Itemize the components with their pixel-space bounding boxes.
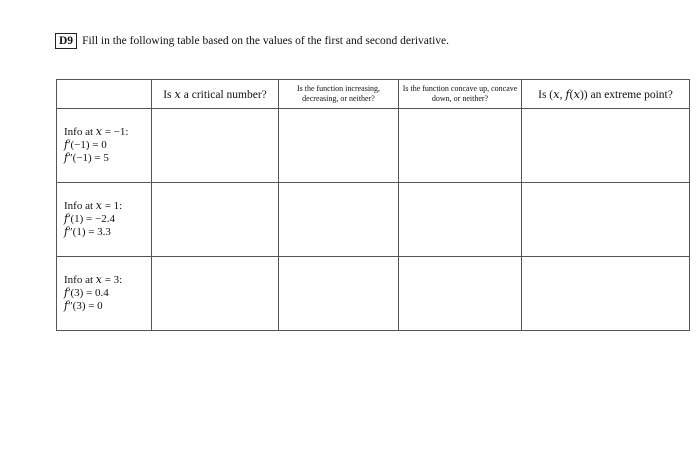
first-derivative-value: 𝑓′(−1) = 0	[64, 139, 107, 151]
info-label: Info at 𝑥 = −1:	[64, 126, 129, 138]
header-blank	[57, 80, 152, 109]
table-row	[57, 183, 690, 257]
problem-tag: D9	[55, 33, 77, 49]
table-row	[57, 109, 690, 183]
answer-cell-extreme[interactable]	[522, 257, 690, 331]
answer-cell-concavity[interactable]	[399, 257, 522, 331]
first-derivative-value: 𝑓′(3) = 0.4	[64, 287, 109, 299]
answer-cell-increasing[interactable]	[279, 257, 399, 331]
answer-cell-critical[interactable]	[152, 183, 279, 257]
answer-cell-extreme[interactable]	[522, 109, 690, 183]
answer-cell-extreme[interactable]	[522, 183, 690, 257]
info-cell	[57, 109, 152, 183]
answer-cell-concavity[interactable]	[399, 183, 522, 257]
answer-cell-increasing[interactable]	[279, 109, 399, 183]
header-increasing-decreasing: Is the function increasing, decreasing, or neither?	[279, 80, 399, 109]
table-header-row	[57, 80, 690, 109]
header-critical-number: Is 𝑥 a critical number?	[152, 80, 279, 109]
header-extreme-point: Is (𝑥, 𝑓(𝑥)) an extreme point?	[522, 80, 690, 109]
second-derivative-value: 𝑓″(1) = 3.3	[64, 226, 111, 238]
answer-cell-increasing[interactable]	[279, 183, 399, 257]
problem-instruction: Fill in the following table based on the values of the first and second derivative.	[82, 35, 450, 47]
header-concavity: Is the function concave up, concave down, or neither?	[399, 80, 522, 109]
problem-prompt	[55, 33, 449, 49]
answer-cell-concavity[interactable]	[399, 109, 522, 183]
info-cell	[57, 257, 152, 331]
info-cell	[57, 183, 152, 257]
info-label: Info at 𝑥 = 3:	[64, 274, 123, 286]
info-label: Info at 𝑥 = 1:	[64, 200, 123, 212]
first-derivative-value: 𝑓′(1) = −2.4	[64, 213, 115, 225]
table-row	[57, 257, 690, 331]
answer-cell-critical[interactable]	[152, 109, 279, 183]
answer-cell-critical[interactable]	[152, 257, 279, 331]
second-derivative-value: 𝑓″(−1) = 5	[64, 152, 109, 164]
derivative-table	[56, 79, 690, 331]
second-derivative-value: 𝑓″(3) = 0	[64, 300, 103, 312]
